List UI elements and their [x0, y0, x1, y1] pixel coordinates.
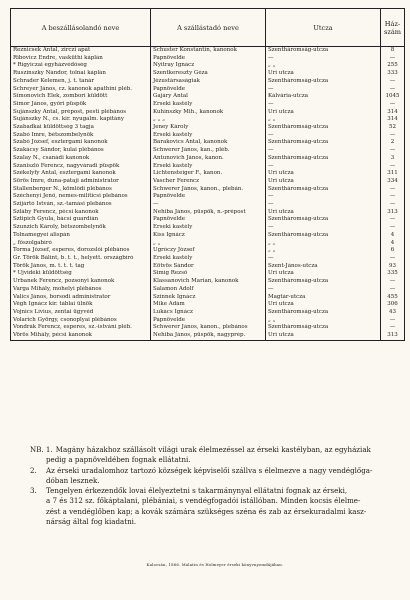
- house-number-cell: —: [381, 255, 405, 263]
- house-number-cell: —: [381, 324, 405, 332]
- host-name-cell: Papnövelde: [151, 55, 266, 63]
- street-cell: —: [266, 224, 381, 232]
- street-cell: —: [266, 132, 381, 140]
- street-cell: —: [266, 101, 381, 109]
- note-line: [30, 455, 408, 465]
- guest-name-cell: Szaniszló Ferencz, nagyváradi püspök: [11, 163, 151, 171]
- host-name-cell: Schwerer János, kanon., plebán.: [151, 186, 266, 194]
- host-name-cell: Kuhinszky Mih., kanonok: [151, 109, 266, 117]
- street-cell: Uri utcza: [266, 109, 381, 117]
- street-cell: Uri utcza: [266, 332, 381, 340]
- guest-name-cell: Szalay N., csanádi kanonok: [11, 155, 151, 163]
- table-row: [11, 317, 405, 325]
- street-cell: —: [266, 147, 381, 155]
- street-cell: Uri utcza: [266, 170, 381, 178]
- note-text: zést a vendéglőben kap; a kovák számára szükséges széna és zab az érsekuradalmi kasz-: [46, 506, 367, 516]
- house-number-cell: 8: [381, 47, 405, 55]
- table-row: [11, 86, 405, 94]
- table-row: [11, 147, 405, 155]
- guest-name-cell: Sujánszky N., cs. kir. nyugalm. kapitány: [11, 116, 151, 124]
- host-name-cell: Papnövelde: [151, 216, 266, 224]
- lodging-register-table: [10, 8, 405, 341]
- house-number-cell: —: [381, 132, 405, 140]
- header-house-number: Ház-szám: [381, 9, 405, 47]
- street-cell: Uri utcza: [266, 301, 381, 309]
- note-line: [30, 496, 408, 506]
- street-cell: Szentháromság-utcza: [266, 232, 381, 240]
- house-number-cell: 313: [381, 332, 405, 340]
- house-number-cell: —: [381, 278, 405, 286]
- house-number-cell: 313: [381, 209, 405, 217]
- street-cell: Szentháromság-utcza: [266, 216, 381, 224]
- table-row: [11, 47, 405, 55]
- house-number-cell: —: [381, 286, 405, 294]
- note-number: 2.: [30, 465, 37, 475]
- street-cell: Szentháromság-utcza: [266, 47, 381, 55]
- house-number-cell: 52: [381, 124, 405, 132]
- host-name-cell: Schuster Konstantin, kanonok: [151, 47, 266, 55]
- guest-name-cell: Urbanek Ferencz, pozsonyi kanonok: [11, 278, 151, 286]
- guest-name-cell: Szijártó István, sz.-tamási plebános: [11, 201, 151, 209]
- street-cell: Szentháromság-utcza: [266, 78, 381, 86]
- house-number-cell: 2: [381, 139, 405, 147]
- house-number-cell: 455: [381, 294, 405, 302]
- street-cell: Szent-János-utcza: [266, 263, 381, 271]
- guest-name-cell: Schrader Kelemen, j. t. tanár: [11, 78, 151, 86]
- street-cell: —: [266, 193, 381, 201]
- house-number-cell: 306: [381, 301, 405, 309]
- house-number-cell: —: [381, 224, 405, 232]
- street-cell: Szentháromság-utcza: [266, 278, 381, 286]
- street-cell: —: [266, 201, 381, 209]
- street-cell: Szentháromság-utcza: [266, 186, 381, 194]
- host-name-cell: Jézustársaságiak: [151, 78, 266, 86]
- note-text: a 7 és 312 sz. főkáptalani, plébániai, s vendégfogadói istállóban. Minden kocsis élelme-: [46, 496, 361, 506]
- host-name-cell: Papnövelde: [151, 317, 266, 325]
- guest-name-cell: Sujánszky Antal, prépost, pesti plébános: [11, 109, 151, 117]
- table-row: [11, 101, 405, 109]
- house-number-cell: 314: [381, 109, 405, 117]
- note-text: nárság által fog kiadatni.: [46, 517, 137, 527]
- table-row: [11, 216, 405, 224]
- house-number-cell: —: [381, 317, 405, 325]
- street-cell: —: [266, 163, 381, 171]
- house-number-cell: 311: [381, 170, 405, 178]
- guest-name-cell: Szunzich Károly, bétszombelynök: [11, 224, 151, 232]
- guest-name-cell: Reznicsek Antal, zirczi apát: [11, 47, 151, 55]
- street-cell: —: [266, 86, 381, 94]
- table-row: [11, 163, 405, 171]
- host-name-cell: Mike Ádám: [151, 301, 266, 309]
- table-row: [11, 224, 405, 232]
- table-header-row: [11, 9, 405, 47]
- guest-name-cell: * Ujvidéki küldöttség: [11, 270, 151, 278]
- host-name-cell: Vascher Ferencz: [151, 178, 266, 186]
- host-name-cell: Jeney Károly: [151, 124, 266, 132]
- note-text: pedig a papnöveldében fognak ellátatni.: [46, 455, 191, 465]
- house-number-cell: 4: [381, 232, 405, 240]
- note-line: [30, 476, 408, 486]
- table-row: [11, 170, 405, 178]
- house-number-cell: 6: [381, 247, 405, 255]
- table-row: [11, 78, 405, 86]
- guest-name-cell: Gr. Török Bálint, b. t. t., helyett. országbíró: [11, 255, 151, 263]
- table-row: [11, 309, 405, 317]
- house-number-cell: 255: [381, 62, 405, 70]
- guest-name-cell: Török János, m. t. t. t. tag: [11, 263, 151, 271]
- host-name-cell: Szentkereszty Géza: [151, 70, 266, 78]
- host-name-cell: Antunovich János, kanon.: [151, 155, 266, 163]
- street-cell: „ „: [266, 116, 381, 124]
- table-row: [11, 270, 405, 278]
- note-number: NB. 1.: [30, 445, 53, 454]
- table-row: [11, 263, 405, 271]
- guest-name-cell: Valics János, borsodi administrator: [11, 294, 151, 302]
- street-cell: „ „: [266, 247, 381, 255]
- header-host-name: A szállástadó neve: [151, 9, 266, 47]
- guest-name-cell: Simor János, győri püspök: [11, 101, 151, 109]
- note-line: [30, 466, 408, 476]
- street-cell: „ „: [266, 240, 381, 248]
- guest-name-cell: Schreyer János, cz. kanonok apathini pléb.: [11, 86, 151, 94]
- street-cell: Uri utcza: [266, 178, 381, 186]
- host-name-cell: Schwerer János, kanon., plebános: [151, 324, 266, 332]
- street-cell: —: [266, 286, 381, 294]
- note-text: Tengelyen érkezendők lovai élelyeztetni s takarmánynyal ellátatni fognak az érseki,: [46, 486, 348, 496]
- host-name-cell: Szinnek Ignácz: [151, 294, 266, 302]
- guest-name-cell: Szabó József, esztergami kanonok: [11, 139, 151, 147]
- table-row: [11, 93, 405, 101]
- house-number-cell: —: [381, 216, 405, 224]
- host-name-cell: Barakovics Antal, kanonok: [151, 139, 266, 147]
- table-row: [11, 209, 405, 217]
- host-name-cell: Lichtensteiger F., kanon.: [151, 170, 266, 178]
- host-name-cell: Érseki kastély: [151, 163, 266, 171]
- table-row: [11, 132, 405, 140]
- note-line: [30, 445, 408, 455]
- house-number-cell: 1045: [381, 93, 405, 101]
- host-name-cell: Simig Rezső: [151, 270, 266, 278]
- table-row: [11, 232, 405, 240]
- guest-name-cell: Sörös Imre, duna-pataji administrator: [11, 178, 151, 186]
- guest-name-cell: Vondrák Ferencz, esperes, sz.-istváni pléb.: [11, 324, 151, 332]
- guest-name-cell: Volarich György, csonoplyai plébános: [11, 317, 151, 325]
- host-name-cell: Érseki kastély: [151, 224, 266, 232]
- table-row: [11, 324, 405, 332]
- host-name-cell: Nehiba János, püspök, n.-prépost: [151, 209, 266, 217]
- guest-name-cell: Szabó Imre, bétszombelynök: [11, 132, 151, 140]
- host-name-cell: Papnövelde: [151, 193, 266, 201]
- host-name-cell: Kiss Ignácz: [151, 232, 266, 240]
- guest-name-cell: Szakácsy Sándor, kulai plébános: [11, 147, 151, 155]
- guest-name-cell: Széchenyi Jenő, nemes-militicsi plebános: [11, 193, 151, 201]
- guest-name-cell: Vörös Mihály, pécsi kanonok: [11, 332, 151, 340]
- note-line: [30, 507, 408, 517]
- house-number-cell: 93: [381, 263, 405, 271]
- host-name-cell: Papnövelde: [151, 86, 266, 94]
- guest-name-cell: Varga Mihály, mohelyi plébános: [11, 286, 151, 294]
- table-row: [11, 294, 405, 302]
- house-number-cell: —: [381, 147, 405, 155]
- table-row: [11, 178, 405, 186]
- guest-name-cell: Szabadkai küldöttség 3 tagja: [11, 124, 151, 132]
- street-cell: Uri utcza: [266, 209, 381, 217]
- guest-name-cell: „ főszolgabíró: [11, 240, 151, 248]
- table-row: [11, 186, 405, 194]
- note-number: 3.: [30, 486, 37, 496]
- house-number-cell: 4: [381, 240, 405, 248]
- house-number-cell: 335: [381, 270, 405, 278]
- house-number-cell: —: [381, 193, 405, 201]
- host-name-cell: Érseki kastély: [151, 255, 266, 263]
- table-row: [11, 155, 405, 163]
- street-cell: Kálvária-utcza: [266, 93, 381, 101]
- street-cell: „ „: [266, 62, 381, 70]
- guest-name-cell: Székelyfy Antal, esztergami kanonok: [11, 170, 151, 178]
- house-number-cell: —: [381, 86, 405, 94]
- host-name-cell: Salamon Adolf: [151, 286, 266, 294]
- street-cell: Magtár-utcza: [266, 294, 381, 302]
- table-row: [11, 278, 405, 286]
- house-number-cell: —: [381, 78, 405, 86]
- table-row: [11, 193, 405, 201]
- host-name-cell: Lukács Ignácz: [151, 309, 266, 317]
- host-name-cell: Klassanovich Marian, kanonok: [151, 278, 266, 286]
- note-text: Magány házakhoz szállásolt világi urak élelmezéssel az érseki kastélyban, az egyháziak: [55, 445, 371, 454]
- host-name-cell: Nehiba János, püspök, nagyprép.: [151, 332, 266, 340]
- house-number-cell: 333: [381, 70, 405, 78]
- host-name-cell: Schwerer János, kan., pléb.: [151, 147, 266, 155]
- house-number-cell: 43: [381, 309, 405, 317]
- table-row: [11, 116, 405, 124]
- table-row: [11, 109, 405, 117]
- guest-name-cell: Torma József, esperes, dorozslói plébános: [11, 247, 151, 255]
- street-cell: —: [266, 55, 381, 63]
- street-cell: Szentháromság-utcza: [266, 324, 381, 332]
- table-row: [11, 55, 405, 63]
- guest-name-cell: Stallenberger N., kömlődi plébános: [11, 186, 151, 194]
- table-row: [11, 247, 405, 255]
- host-name-cell: Eötvös Sándor: [151, 263, 266, 271]
- host-name-cell: Érseki kastély: [151, 132, 266, 140]
- house-number-cell: —: [381, 186, 405, 194]
- table-row: [11, 301, 405, 309]
- host-name-cell: „ „: [151, 240, 266, 248]
- header-street: Utcza: [266, 9, 381, 47]
- guest-name-cell: Szláby Ferencz, pécsi kanonok: [11, 209, 151, 217]
- note-line: [30, 517, 408, 527]
- host-name-cell: „ „ „: [151, 116, 266, 124]
- guest-name-cell: Végh Ignácz kir. táblai ülnök: [11, 301, 151, 309]
- house-number-cell: 314: [381, 116, 405, 124]
- table-row: [11, 255, 405, 263]
- guest-name-cell: Simonovich Elek, zombori küldött: [11, 93, 151, 101]
- table-row: [11, 70, 405, 78]
- house-number-cell: —: [381, 163, 405, 171]
- table-row: [11, 124, 405, 132]
- street-cell: „ „: [266, 317, 381, 325]
- street-cell: Uri utcza: [266, 270, 381, 278]
- street-cell: Szentháromság-utcza: [266, 139, 381, 147]
- guest-name-cell: Tolnamegyei alispán: [11, 232, 151, 240]
- table-row: [11, 286, 405, 294]
- house-number-cell: 334: [381, 178, 405, 186]
- host-name-cell: Ugróczy József: [151, 247, 266, 255]
- house-number-cell: —: [381, 55, 405, 63]
- note-text: Az érseki uradalomhoz tartozó községek képviselői szállva s élelmezve a nagy vendéglőga-: [46, 465, 373, 475]
- street-cell: Szentháromság-utcza: [266, 124, 381, 132]
- guest-name-cell: Ribovicz Endre, vasküthi káplán: [11, 55, 151, 63]
- house-number-cell: —: [381, 201, 405, 209]
- host-name-cell: —: [151, 201, 266, 209]
- guest-name-cell: * Rigyiczai egyházvédőség: [11, 62, 151, 70]
- street-cell: —: [266, 255, 381, 263]
- house-number-cell: 3: [381, 155, 405, 163]
- host-name-cell: Nyitray Ignácz: [151, 62, 266, 70]
- street-cell: Uri utcza: [266, 70, 381, 78]
- table-row: [11, 62, 405, 70]
- table-row: [11, 201, 405, 209]
- note-text: dóban lesznek.: [46, 475, 100, 485]
- table-row: [11, 139, 405, 147]
- guest-name-cell: Sztipich Gyula, bácsi guardián: [11, 216, 151, 224]
- table-row: [11, 332, 405, 340]
- footnotes: [30, 445, 408, 527]
- street-cell: Szentháromság-utcza: [266, 155, 381, 163]
- house-number-cell: —: [381, 101, 405, 109]
- document-page: [10, 8, 404, 567]
- host-name-cell: Érseki kastély: [151, 101, 266, 109]
- street-cell: Szentháromság-utcza: [266, 309, 381, 317]
- guest-name-cell: Ruszinszky Nándor, tolnai káplán: [11, 70, 151, 78]
- table-row: [11, 240, 405, 248]
- note-line: [30, 486, 408, 496]
- guest-name-cell: Vojnics Lívius, zentai ügyvéd: [11, 309, 151, 317]
- host-name-cell: Gajáry Antal: [151, 93, 266, 101]
- header-guest-name: A beszállásolandó neve: [11, 9, 151, 47]
- printer-imprint: Kalocsán, 1866. Malatin és Holmeyer érseki könyvnyomdájában.: [146, 562, 284, 567]
